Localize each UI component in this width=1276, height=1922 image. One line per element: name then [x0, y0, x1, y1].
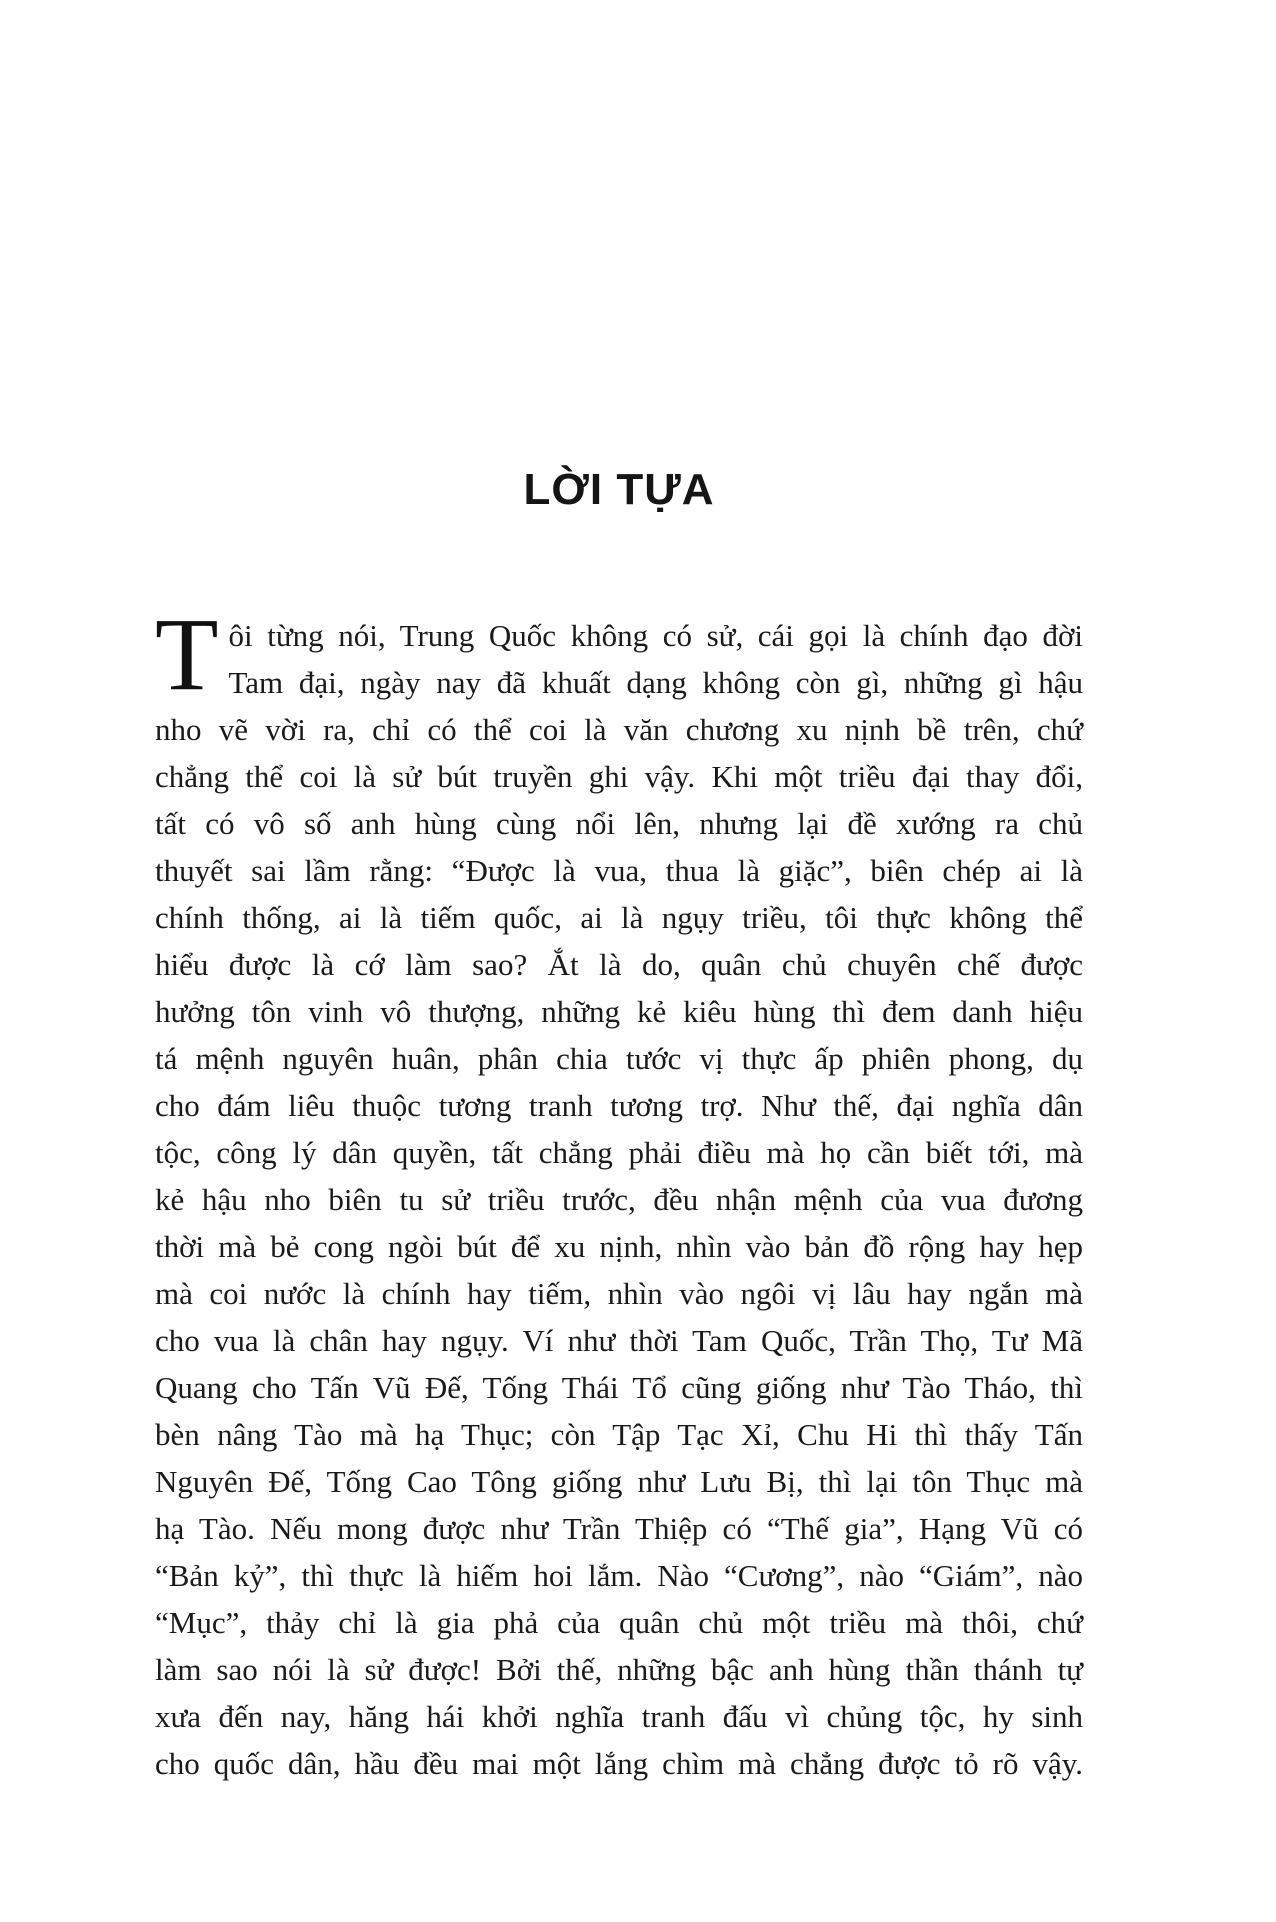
- text-line: nho vẽ vời ra, chỉ có thể coi là văn chương xu nịnh bề trên, chứ: [155, 712, 1083, 747]
- text-line: thời mà bẻ cong ngòi bút để xu nịnh, nhìn vào bản đồ rộng hay hẹp: [155, 1229, 1083, 1264]
- text-line: hiểu được là cớ làm sao? Ắt là do, quân chủ chuyên chế được: [155, 947, 1083, 982]
- text-line: hưởng tôn vinh vô thượng, những kẻ kiêu hùng thì đem danh hiệu: [155, 994, 1083, 1029]
- preface-paragraph: [155, 597, 1083, 1787]
- text-line: hạ Tào. Nếu mong được như Trần Thiệp có “Thế gia”, Hạng Vũ có: [155, 1511, 1083, 1546]
- page-title: LỜI TỰA: [523, 465, 715, 514]
- text-line: cho quốc dân, hầu đều mai một lắng chìm mà chẳng được tỏ rõ vậy.: [155, 1746, 1083, 1781]
- text-line: tộc, công lý dân quyền, tất chẳng phải điều mà họ cần biết tới, mà: [155, 1135, 1083, 1170]
- text-line: “Mục”, thảy chỉ là gia phả của quân chủ một triều mà thôi, chứ: [155, 1605, 1083, 1640]
- text-line: chẳng thể coi là sử bút truyền ghi vậy. Khi một triều đại thay đổi,: [155, 759, 1083, 794]
- text-line: cho đám liêu thuộc tương tranh tương trợ. Như thế, đại nghĩa dân: [155, 1088, 1083, 1123]
- text-line: cho vua là chân hay ngụy. Ví như thời Tam Quốc, Trần Thọ, Tư Mã: [155, 1323, 1083, 1358]
- text-line: kẻ hậu nho biên tu sử triều trước, đều nhận mệnh của vua đương: [155, 1182, 1083, 1217]
- text-line: tá mệnh nguyên huân, phân chia tước vị thực ấp phiên phong, dụ: [155, 1041, 1083, 1076]
- dropcap-letter: T: [155, 597, 219, 712]
- text-line: chính thống, ai là tiếm quốc, ai là ngụy triều, tôi thực không thể: [155, 900, 1083, 935]
- text-line: ôi từng nói, Trung Quốc không có sử, cái gọi là chính đạo đời: [228, 618, 1083, 653]
- text-line: làm sao nói là sử được! Bởi thế, những bậc anh hùng thần thánh tự: [155, 1652, 1083, 1687]
- text-line: tất có vô số anh hùng cùng nổi lên, nhưng lại đề xướng ra chủ: [155, 806, 1083, 841]
- text-line: mà coi nước là chính hay tiếm, nhìn vào ngôi vị lâu hay ngắn mà: [155, 1276, 1083, 1311]
- text-line: Quang cho Tấn Vũ Đế, Tống Thái Tổ cũng giống như Tào Tháo, thì: [155, 1370, 1083, 1405]
- text-line: Nguyên Đế, Tống Cao Tông giống như Lưu Bị, thì lại tôn Thục mà: [155, 1464, 1083, 1499]
- text-line: thuyết sai lầm rằng: “Được là vua, thua là giặc”, biên chép ai là: [155, 853, 1083, 888]
- paragraph-lines: [155, 597, 1083, 1787]
- text-line: xưa đến nay, hăng hái khởi nghĩa tranh đấu vì chủng tộc, hy sinh: [155, 1699, 1083, 1734]
- text-line: bèn nâng Tào mà hạ Thục; còn Tập Tạc Xỉ, Chu Hi thì thấy Tấn: [155, 1417, 1083, 1452]
- text-line: Tam đại, ngày nay đã khuất dạng không còn gì, những gì hậu: [228, 665, 1083, 700]
- text-line: “Bản kỷ”, thì thực là hiếm hoi lắm. Nào “Cương”, nào “Giám”, nào: [155, 1558, 1083, 1593]
